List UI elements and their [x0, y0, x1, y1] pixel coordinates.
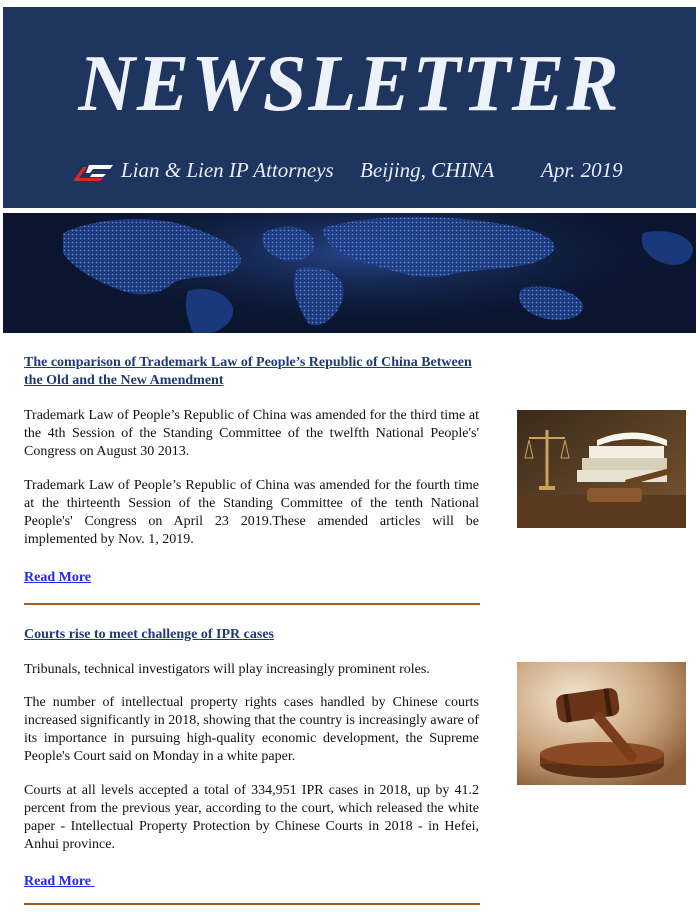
article-2-paragraph-2: The number of intellectual property rights cases handled by Chinese courts increased significantly in 2018, showing that the country is increasingly aware of its importance in pursuing high-quality economic development, the Supreme People's Court said on Monday in a white paper.	[24, 695, 479, 764]
article-2-paragraph-1: Tribunals, technical investigators will play increasingly prominent roles.	[24, 662, 430, 677]
world-map-image	[3, 213, 696, 333]
books-scales-gavel-photo	[517, 410, 686, 528]
article-divider	[24, 603, 480, 605]
article-1-title[interactable]	[24, 354, 472, 390]
article-divider	[24, 903, 480, 905]
article-2-paragraph-3: Courts at all levels accepted a total of 334,951 IPR cases in 2018, up by 41.2 percent from the previous year, according to the court, which released the white paper - Intellectual Property Protection by Chinese Courts in 2018 - in Hefei, Anhui province.	[24, 783, 479, 852]
article-1-paragraph-2: Trademark Law of People’s Republic of China was amended for the fourth time at the thirteenth Session of the Standing Committee of the tenth National People's' Congress on April 23 2019.These amended articles will be implemented by Nov. 1, 2019.	[24, 478, 479, 547]
article-1-title-line1[interactable]: The comparison of Trademark Law of People’s Republic of China Between	[24, 355, 472, 370]
article-2-read-more-link[interactable]: Read More	[24, 874, 95, 889]
article-1-title-line2[interactable]: the Old and the New Amendment	[24, 373, 224, 388]
article-1-read-more-link[interactable]: Read More	[24, 570, 91, 585]
article-1-paragraph-1: Trademark Law of People’s Republic of China was amended for the third time at the 4th Session of the Standing Committee of the twelfth National People's' Congress on August 30 2013.	[24, 408, 479, 459]
gavel-photo	[517, 662, 686, 785]
article-2-title[interactable]: Courts rise to meet challenge of IPR cases	[24, 627, 274, 642]
issue-date: Apr. 2019	[541, 158, 623, 182]
firm-name: Lian & Lien IP Attorneys	[121, 158, 334, 182]
lian-lien-logo-icon	[73, 161, 115, 183]
newsletter-banner	[3, 7, 696, 208]
newsletter-title: NEWSLETTER	[78, 40, 621, 128]
firm-location: Beijing, CHINA	[360, 158, 495, 182]
